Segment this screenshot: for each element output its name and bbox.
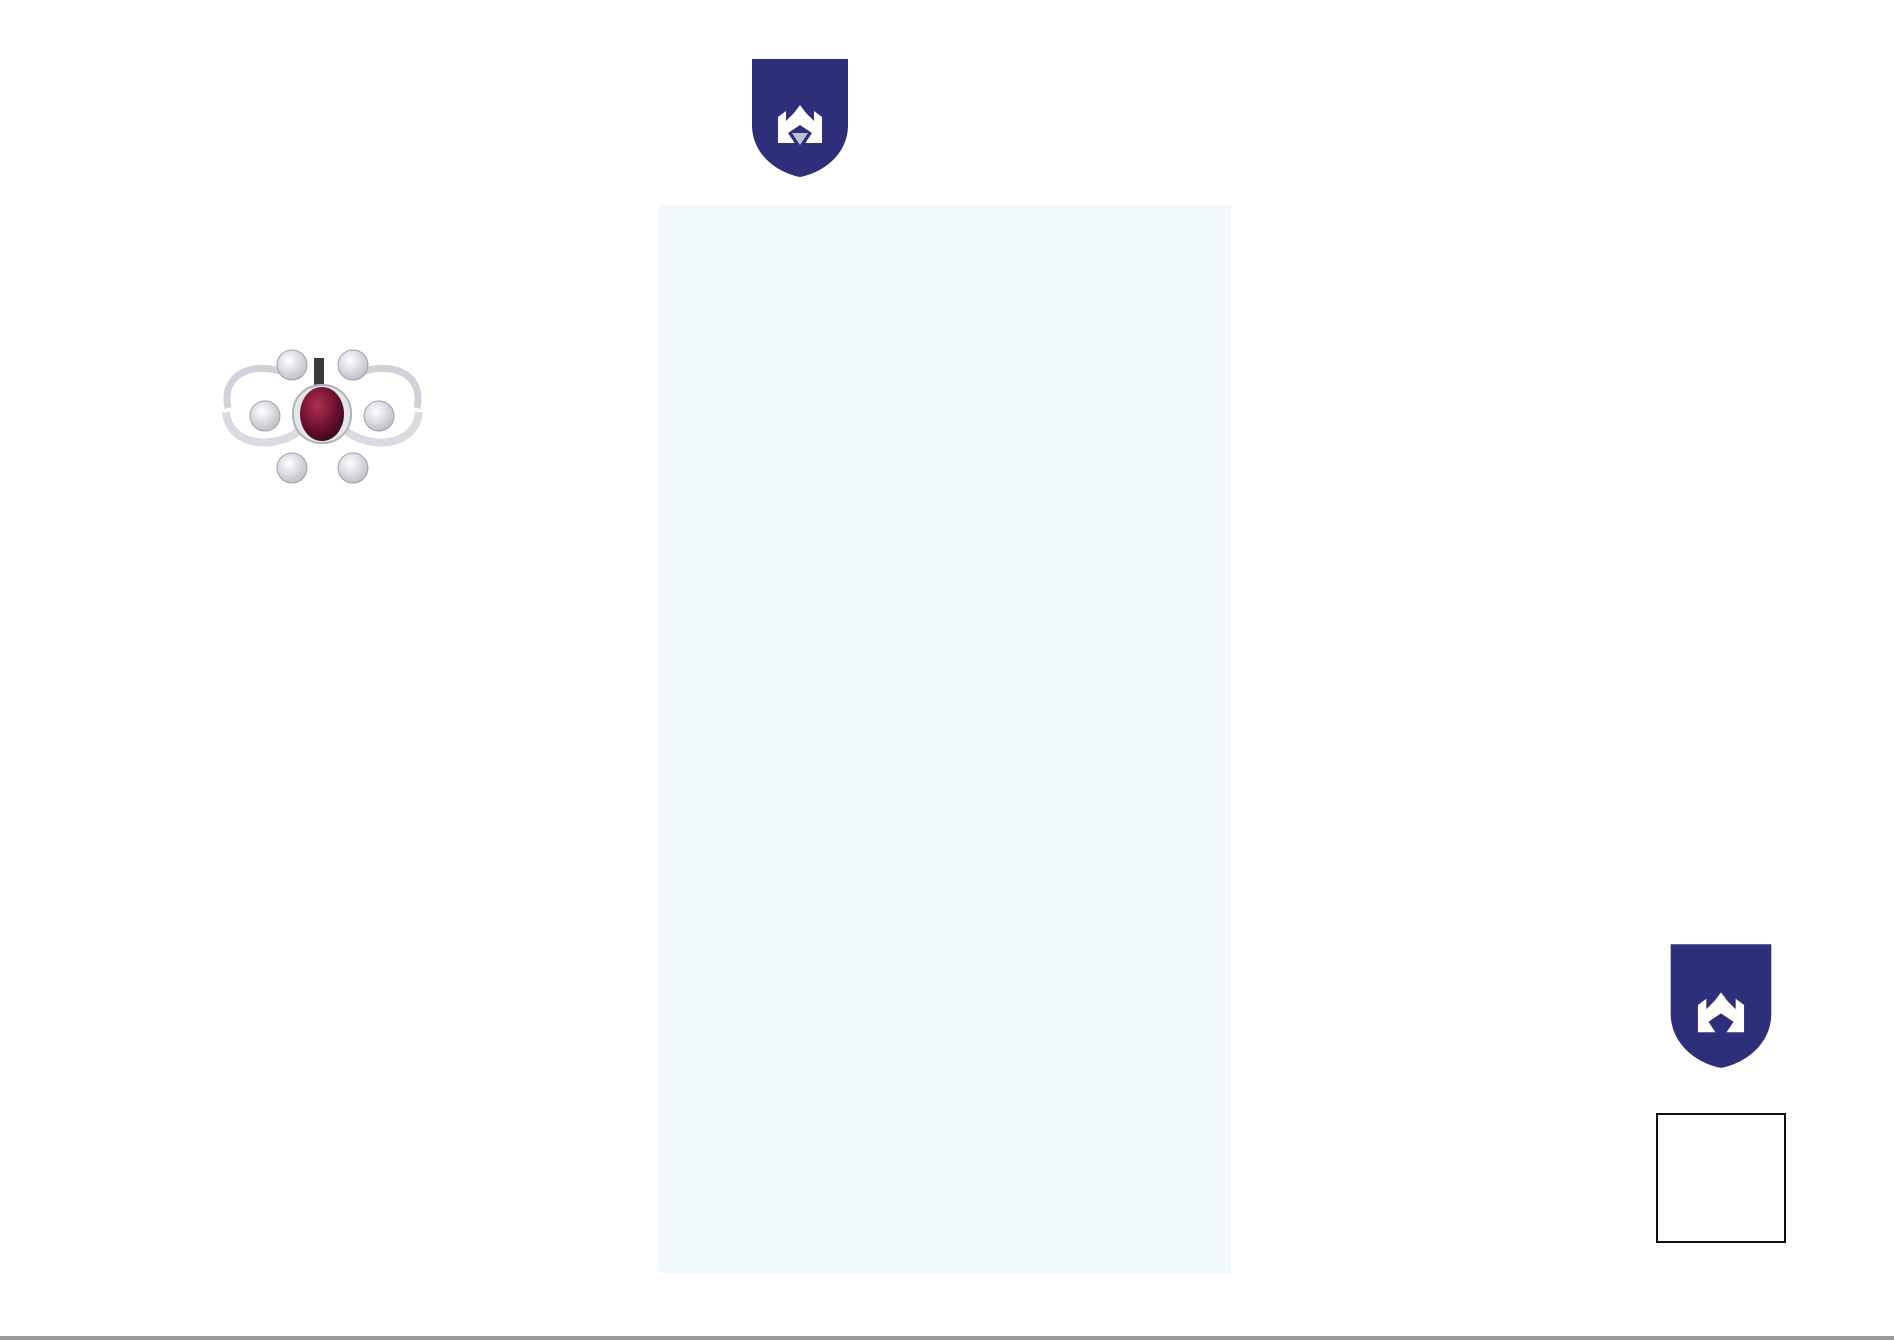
clarity-header [1582, 160, 1686, 182]
shield-logo-icon [1666, 940, 1776, 1070]
bottom-border [0, 1336, 1894, 1340]
report-panel [659, 205, 1231, 1273]
header-spacer [1708, 160, 1798, 182]
shield-logo-icon [748, 55, 852, 179]
qr-code[interactable] [1656, 1113, 1786, 1243]
cut-header [1708, 160, 1798, 182]
qr-code-icon [1658, 1115, 1783, 1240]
logo-wordmark [858, 52, 1178, 152]
report-body [668, 212, 1230, 282]
ring-image [200, 330, 445, 500]
header-spacer [1582, 160, 1686, 182]
algt-logo [748, 52, 1178, 182]
